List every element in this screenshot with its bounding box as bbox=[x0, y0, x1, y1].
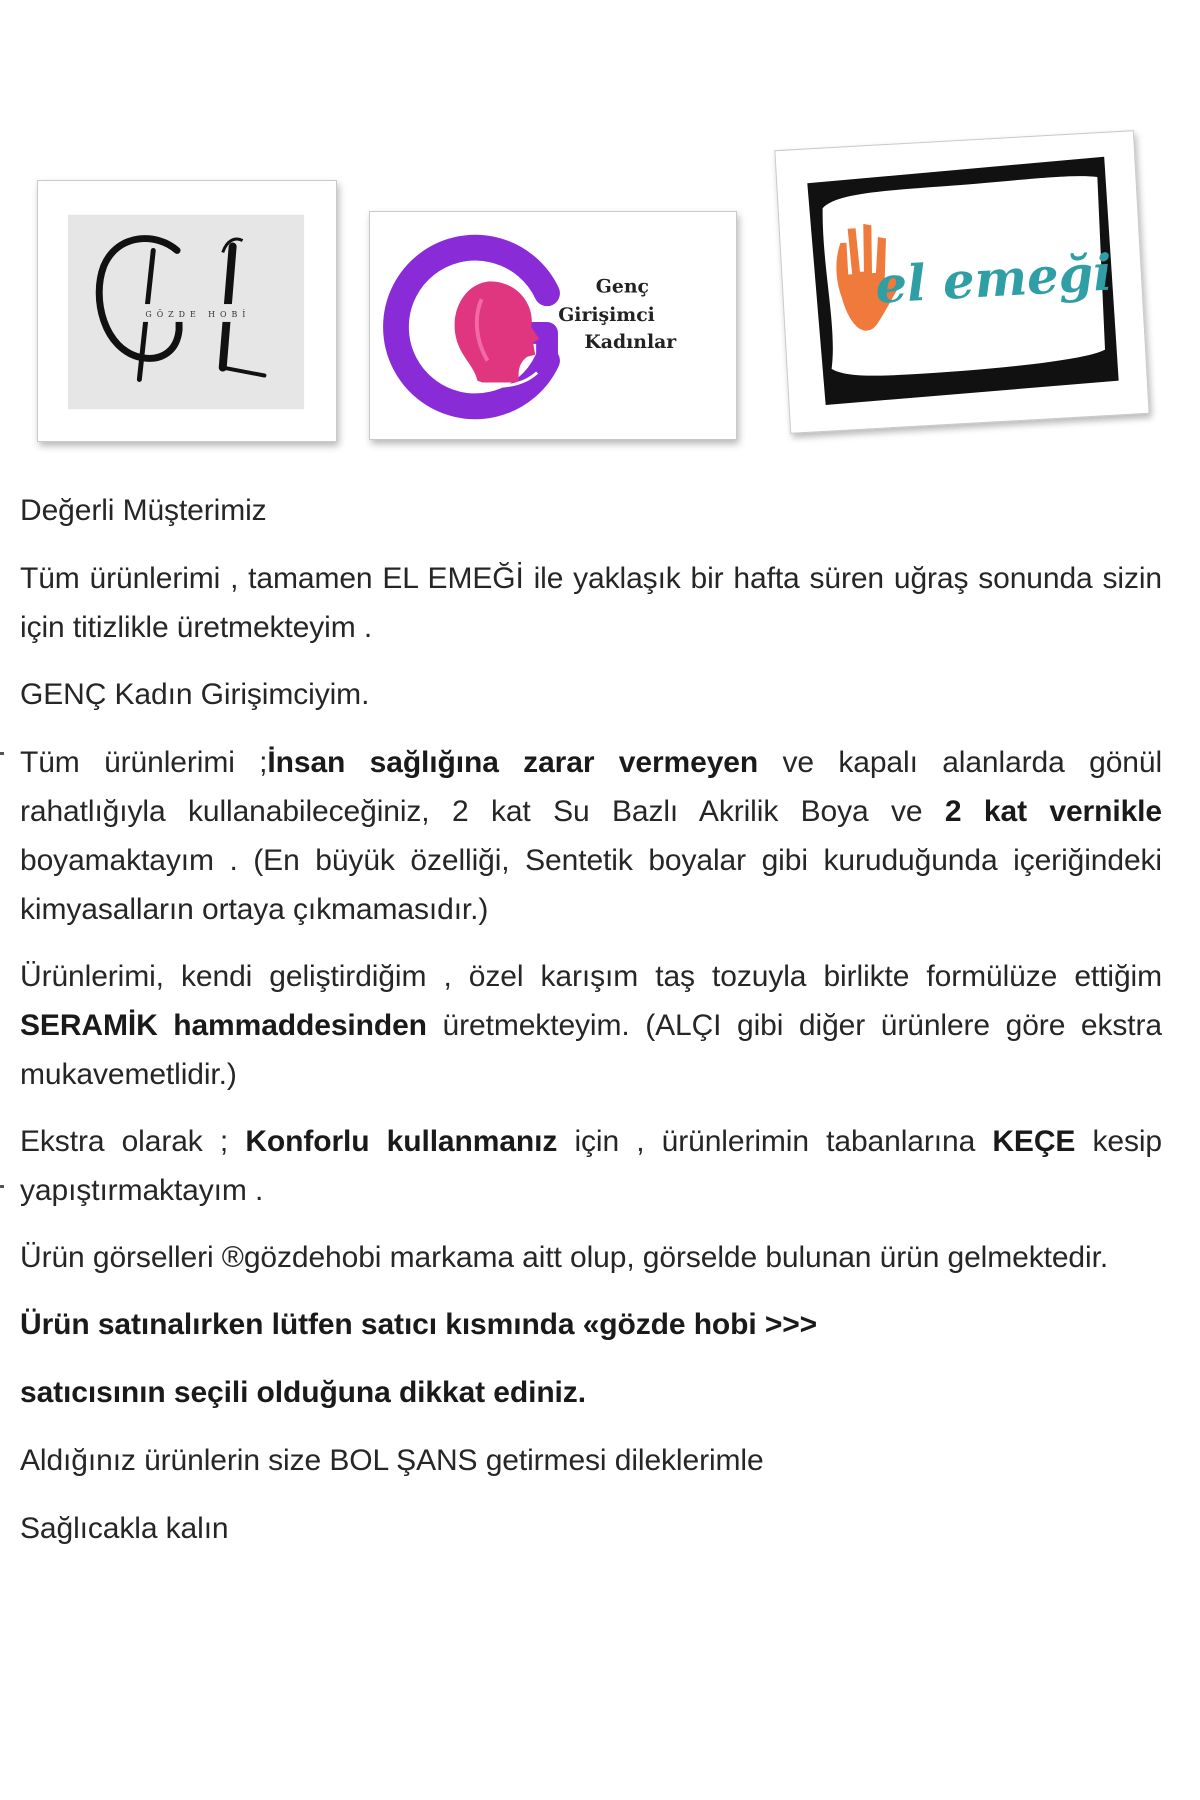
seller-notice-line1: Ürün satınalırken lütfen satıcı kısmında «gözde hobi >>> bbox=[20, 1308, 818, 1341]
material-text-c: üretmekteyim. (ALÇI gibi diğer ürünlere göre ekstra mukavemetlidir.) bbox=[20, 1009, 1162, 1091]
paragraph-handmade: Tüm ürünlerimi , tamamen EL EMEĞİ ile yaklaşık bir hafta süren uğraş sonunda sizin için titizlikle üretmekteyim . bbox=[20, 562, 1162, 644]
felt-text-a: Ekstra olarak ; bbox=[20, 1125, 246, 1158]
gozde-hobi-logo-text: GÖZDE HOBİ bbox=[145, 309, 251, 319]
material-text-a: Ürünlerimi, kendi geliştirdiğim , özel karışım taş tozuyla birlikte formülüze ettiğim bbox=[20, 960, 1162, 993]
paragraph-brand: Ürün görselleri ®gözdehobi markama aitt olup, görselde bulunan ürün gelmektedir. bbox=[20, 1241, 1109, 1274]
el-emegi-logo bbox=[774, 130, 1149, 434]
gozde-hobi-logo bbox=[37, 180, 337, 442]
scan-mark bbox=[0, 1185, 4, 1188]
genc-girisimci-kadinlar-logo bbox=[369, 211, 737, 440]
customer-letter bbox=[20, 486, 1162, 1572]
closing-line: Sağlıcakla kalın bbox=[20, 1512, 229, 1545]
felt-comfort-highlight: Konforlu kullanmanız bbox=[245, 1125, 558, 1158]
genc-logo-line3: Kadınlar bbox=[584, 330, 677, 353]
paint-health-highlight: İnsan sağlığına zarar vermeyen bbox=[267, 746, 759, 779]
paragraph-entrepreneur: GENÇ Kadın Girişimciyim. bbox=[20, 678, 370, 711]
material-ceramic-highlight: SERAMİK hammaddesinden bbox=[20, 1009, 427, 1042]
genc-logo-line2: Girişimci bbox=[558, 304, 655, 327]
paint-varnish-highlight: 2 kat vernikle bbox=[944, 795, 1162, 828]
seller-notice-line2: satıcısının seçili olduğuna dikkat ediniz. bbox=[20, 1376, 586, 1409]
genc-logo-line1: Genç bbox=[595, 275, 649, 298]
greeting: Değerli Müşterimiz bbox=[20, 494, 267, 527]
scan-mark bbox=[0, 752, 4, 755]
paint-text-c: ve kapalı alanlarda gönül rahatlığıyla kullanabileceğiniz, 2 kat Su Bazlı Akrilik Boya ve bbox=[20, 746, 1163, 828]
felt-keche-highlight: KEÇE bbox=[992, 1125, 1076, 1158]
wishes-line: Aldığınız ürünlerin size BOL ŞANS getirmesi dileklerimle bbox=[20, 1444, 764, 1477]
paragraph-paint bbox=[20, 738, 1162, 934]
paint-text-e: boyamaktayım . (En büyük özelliği, Sentetik boyalar gibi kuruduğunda içeriğindeki kimyasalların ortaya çıkmamasıdır.) bbox=[20, 844, 1162, 926]
el-emegi-text: el emeği bbox=[873, 242, 1114, 315]
paragraph-material bbox=[20, 952, 1162, 1099]
paint-text-a: Tüm ürünlerimi ; bbox=[20, 746, 268, 779]
woman-profile-icon bbox=[455, 281, 540, 382]
felt-text-e: kesip yapıştırmaktayım . bbox=[20, 1125, 1163, 1207]
felt-text-c: için , ürünlerimin tabanlarına bbox=[557, 1125, 993, 1158]
paragraph-felt bbox=[20, 1117, 1162, 1215]
